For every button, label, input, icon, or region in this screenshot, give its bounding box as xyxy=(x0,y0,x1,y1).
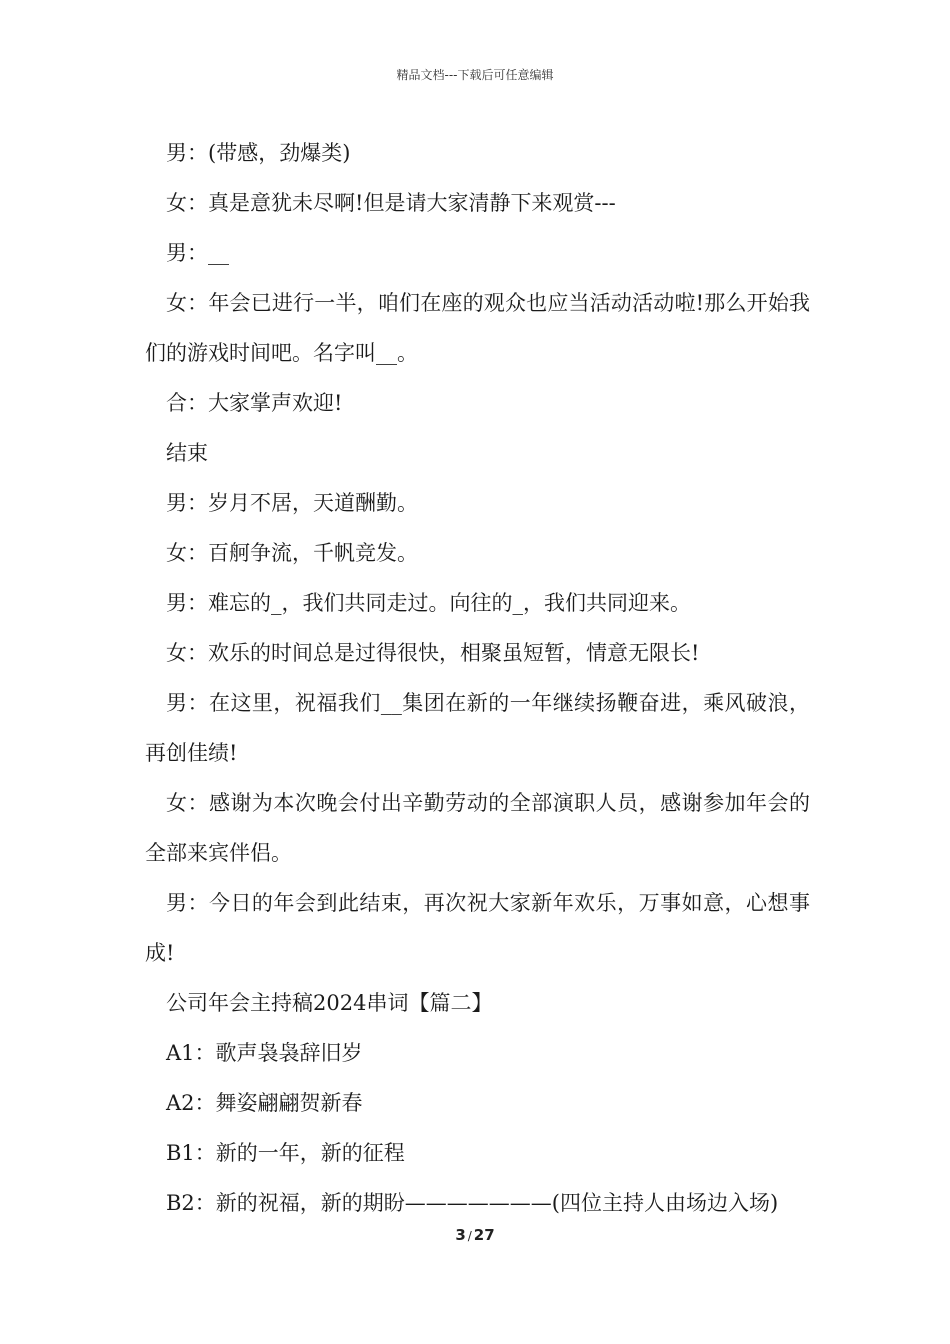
paragraph: B2：新的祝福，新的期盼———————(四位主持人由场边入场) xyxy=(166,1191,779,1215)
current-page-number: 3 xyxy=(455,1226,466,1244)
page-footer xyxy=(0,1226,950,1244)
section-heading: 公司年会主持稿2024串词【篇二】 xyxy=(166,991,493,1015)
page-separator: / xyxy=(467,1229,472,1243)
paragraph: A1：歌声袅袅辞旧岁 xyxy=(166,1041,363,1065)
page-header xyxy=(0,66,950,83)
paragraph: 结束 xyxy=(166,441,208,465)
paragraph: 女：感谢为本次晚会付出辛勤劳动的全部演职人员，感谢参加年会的全部来宾伴侣。 xyxy=(145,791,810,865)
paragraph: B1：新的一年，新的征程 xyxy=(166,1141,405,1165)
paragraph: A2：舞姿翩翩贺新春 xyxy=(166,1091,363,1115)
paragraph: 男：难忘的_，我们共同走过。向往的_，我们共同迎来。 xyxy=(166,591,691,615)
paragraph: 女：欢乐的时间总是过得很快，相聚虽短暂，情意无限长! xyxy=(166,641,700,665)
document-body xyxy=(145,128,810,1228)
paragraph: 男：今日的年会到此结束，再次祝大家新年欢乐，万事如意，心想事成! xyxy=(145,891,810,965)
paragraph: 合：大家掌声欢迎! xyxy=(166,391,343,415)
paragraph: 男：(带感，劲爆类) xyxy=(166,141,351,165)
paragraph: 女：真是意犹未尽啊!但是请大家清静下来观赏--- xyxy=(166,191,616,215)
total-page-count: 27 xyxy=(473,1226,495,1244)
paragraph: 男：岁月不居，天道酬勤。 xyxy=(166,491,418,515)
paragraph: 男：__ xyxy=(166,241,229,265)
header-text: 精品文档---下载后可任意编辑 xyxy=(396,68,554,82)
paragraph: 男：在这里，祝福我们__集团在新的一年继续扬鞭奋进，乘风破浪，再创佳绩! xyxy=(145,691,810,765)
paragraph: 女：年会已进行一半，咱们在座的观众也应当活动活动啦!那么开始我们的游戏时间吧。名字叫__。 xyxy=(145,291,810,365)
paragraph: 女：百舸争流，千帆竞发。 xyxy=(166,541,418,565)
